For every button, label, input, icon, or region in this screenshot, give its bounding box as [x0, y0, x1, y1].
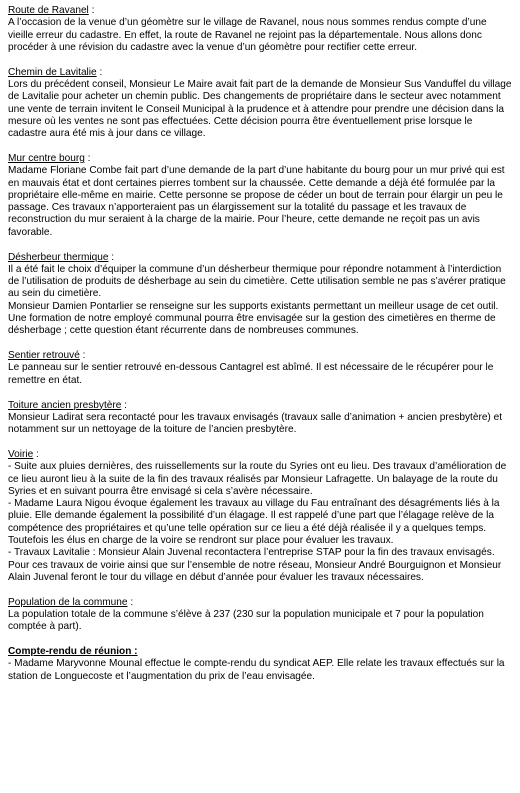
heading-colon: : [33, 448, 39, 460]
section-population-de-la-commune [8, 597, 512, 634]
paragraph: - Suite aux pluies dernières, des ruissellements sur la route du Syries ont eu lieu. Des travaux d’amélioration de ce lieu auront lieu à la suite de la fin des travaux réalisés par Monsieur Lafragette. Un balayage de la route du Syries et en suivant pourra être envisagé si cela s’avère nécessaire. [8, 461, 507, 497]
heading-colon: : [96, 66, 103, 78]
paragraph: Pour ces travaux de voirie ainsi que sur l’ensemble de notre réseau, Monsieur André Bourguignon et Monsieur Alain Juvenal feront le tour du village en début d’année pour évaluer les travaux nécessaires. [8, 559, 502, 583]
section-heading: Mur centre bourg [8, 152, 85, 164]
paragraph: - Madame Laura Nigou évoque également les travaux au village du Fau entraînant des désagréments liés à la pluie. Elle demande également la possibilité d’un élagage. Il est rappelé d’une part que l’élagage relève de la compétence des propriétaires et qu’une telle opération sur ce lieu a été déjà réalisée il y a quelques temps. Toutefois les élus en charge de la voire se rendront sur place pour évaluer les travaux. [8, 498, 500, 546]
paragraph: Madame Floriane Combe fait part d’une demande de la part d’une habitante du bourg pour un mur privé qui est en mauvais état et dont certaines pierres tombent sur la chaussée. Cette demande a déjà été formulée par la propriétaire elle-même en mairie. Cette personne se propose de céder un bout de terrain pour élargir un peu le passage. Ces travaux n’apporteraient pas un élargissement sur la totalité du passage et les travaux de reconstruction du mur seraient à la charge de la mairie. Pour l’heure, cette demande ne reçoit pas un avis favorable. [8, 165, 505, 238]
paragraph: A l’occasion de la venue d’un géomètre sur le village de Ravanel, nous nous sommes rendus compte d’une vieille erreur du cadastre. En effet, la route de Ravanel ne rejoint pas la départementale. Nous allons donc procéder à une révision du cadastre avec la venue d’un géomètre pour rectifier cette erreur. [8, 17, 487, 53]
section-mur-centre-bourg [8, 153, 512, 239]
paragraph: Il a été fait le choix d’équiper la commune d’un désherbeur thermique pour répondre notamment à l’interdiction de l’utilisation de produits de désherbage au sein du cimetière. Cette utilisation semble ne pas s’avérer pratique au sein du cimetière. [8, 263, 506, 300]
paragraph: Le panneau sur le sentier retrouvé en-dessous Cantagrel est abîmé. Il est nécessaire de le récupérer pour le remettre en état. [8, 362, 494, 386]
section-heading: Population de la commune [8, 596, 128, 608]
heading-colon: : [127, 596, 134, 608]
heading-colon: : [84, 152, 91, 164]
heading-colon: : [79, 350, 86, 362]
paragraph: Monsieur Ladirat sera recontacté pour les travaux envisagés (travaux salle d’animation + ancien presbytère) et notamment sur un nettoyage de la toiture de l’ancien presbytère. [8, 411, 503, 436]
section-heading: Voirie [8, 448, 34, 460]
heading-colon: : [88, 5, 95, 16]
section-voirie [8, 449, 512, 584]
section-chemin-de-lavitalie [8, 67, 512, 141]
section-sentier-retrouve [8, 350, 512, 387]
section-heading: Compte-rendu de réunion [8, 646, 132, 658]
section-heading: Chemin de Lavitalie [8, 66, 97, 78]
section-heading: Toiture ancien presbytère [8, 399, 122, 411]
paragraph: Une formation de notre employé communal pourra être envisagée sur la gestion des cimetières en therme de désherbage ; cette question étant récurrente dans de nombreuses communes. [8, 313, 496, 337]
heading-colon: : [108, 251, 115, 263]
section-heading: Route de Ravanel [8, 5, 89, 16]
heading-colon: : [121, 399, 127, 411]
paragraph: Lors du précédent conseil, Monsieur Le Maire avait fait part de la demande de Monsieur Sus Vanduffel du village de Lavitalie pour acheter un chemin public. Des changements de propriétaire dans le secteur avec notamment une vente de terrain invitent le Conseil Municipal à la prudence et à attendre pour prendre une décision dans la mesure où les ventes ne sont pas effectuées. Cette décision pourra être éventuellement prise lorsque le cadastre aura été mis à jour dans ce village. [8, 78, 512, 140]
section-toiture-ancien-presbytere [8, 400, 512, 437]
paragraph: Monsieur Damien Pontarlier se renseigne sur les supports existants permettant un meilleur usage de cet outil. [8, 300, 499, 312]
paragraph: - Travaux Lavitalie : Monsieur Alain Juvenal recontactera l’entreprise STAP pour la fin des travaux envisagés. [8, 547, 495, 559]
paragraph: La population totale de la commune s’élève à 237 (230 sur la population municipale et 7 pour la population comptée à part). [8, 608, 484, 633]
section-heading: Sentier retrouvé [8, 350, 80, 362]
section-heading: Désherbeur thermique [8, 251, 109, 263]
section-compte-rendu-de-reunion [8, 646, 512, 683]
section-desherbeur-thermique [8, 252, 512, 338]
paragraph: - Madame Maryvonne Mounal effectue le compte-rendu du syndicat AEP. Elle relate les travaux effectués sur la station de Longuecoste et l’augmentation du prix de l’eau envisagée. [8, 658, 505, 682]
heading-colon: : [131, 646, 138, 658]
section-route-de-ravanel [8, 5, 512, 54]
